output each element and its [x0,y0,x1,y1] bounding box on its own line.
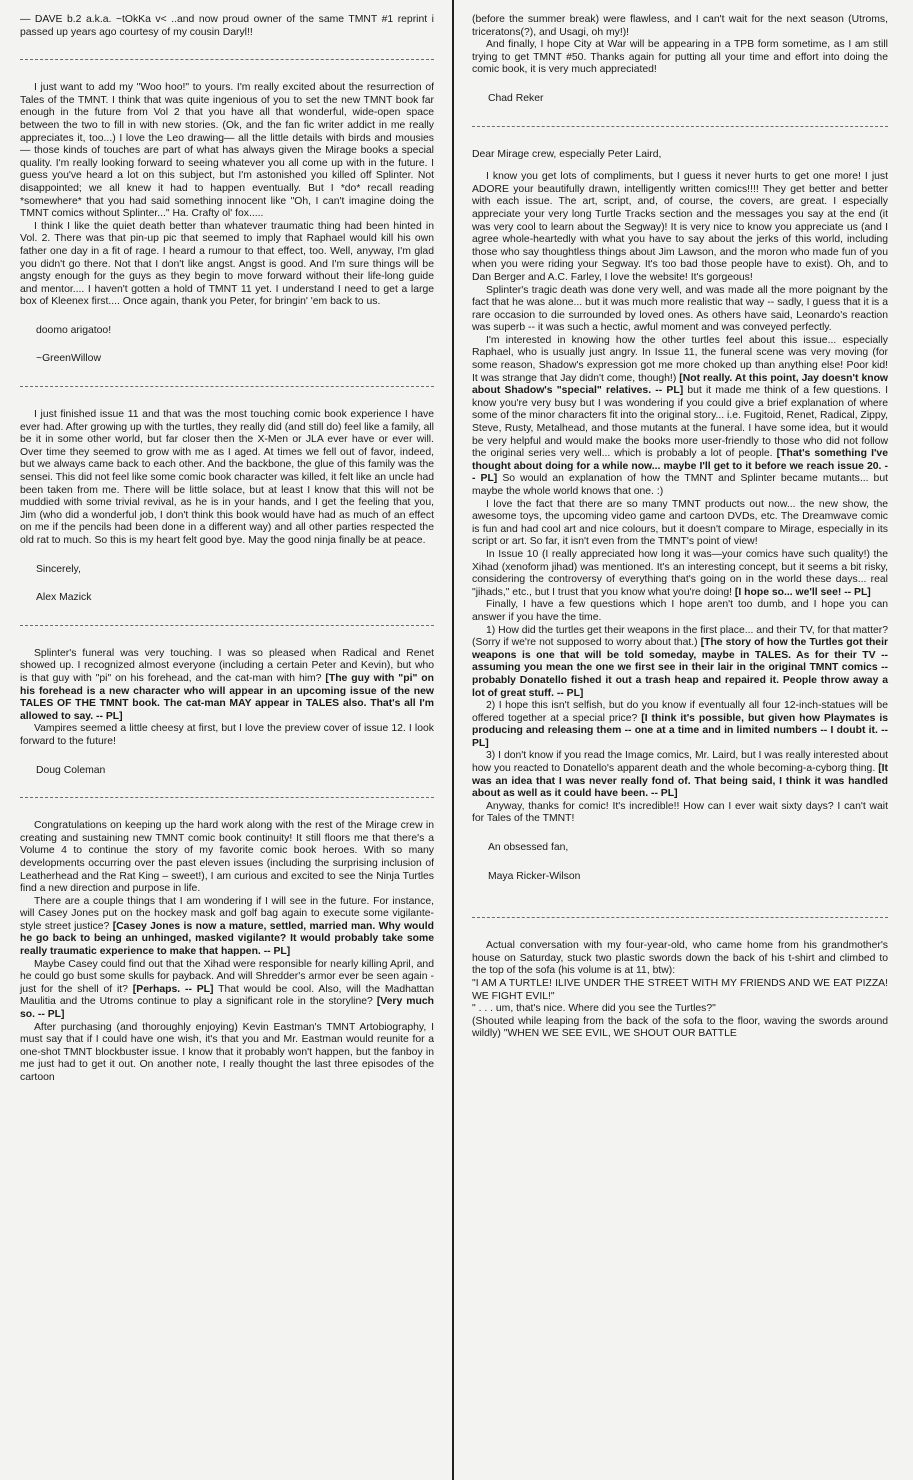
right-column [472,14,888,1041]
letter-signature: ~GreenWillow [36,353,101,365]
editor-reply: [Casey Jones is now a mature, settled, married man. Why would he go back to being an unhinged, masked vigilante? It would probably take some really traumatic experience to make that happen. -- PL] [20,920,434,958]
letter-quote: (Shouted while leaping from the back of the sofa to the floor, waving the swords around wildly) "WHEN WE SEE EVIL, WE SHOUT OUR BATTLE [472,1015,888,1040]
letter-question [472,750,888,800]
editor-reply: [I hope so... we'll see! -- PL] [734,586,871,598]
letter-paragraph: Vampires seemed a little cheesy at first, but I love the preview cover of issue 12. I look forward to the future! [20,723,434,747]
letter-paragraph: I know you get lots of compliments, but I guess it never hurts to get one more! I just ADORE your beautifully drawn, intelligently written comics!!!! They get better and better with each issue. The art, script, and, of course, the covers, are great. I especially appreciate your very long Turtle Tracks section and the messages you say at the end (it was very cool to learn about the Segway)! It is very nice to know you appreciate us (and I agree whole-heartedly with what you have to say about the jerks of this world, including those who say thoughtless things about Jim Lawson, and the moron who made fun of you when you were riding your Segway. It's too bad those people have to exist). Oh, and to Dan Berger and A.C. Farley, I love the website! It's gorgeous! [472,171,888,283]
letter-closing: doomo arigatoo! [36,324,112,336]
editor-reply: [It was an idea that I was never really fond of. That being said, I think it was handled about as well as it could have been. -- PL] [472,763,888,800]
letter-closing: An obsessed fan, [488,842,569,854]
letter-text: There are a couple things that I am wondering if I will see in the future. For instance, will Casey Jones put on the hockey mask and golf bag again to execute some vigilante-style street justice? [20,895,434,932]
letter-paragraph: After purchasing (and thoroughly enjoying) Kevin Eastman's TMNT Artobiography, I must say that if I could have one wish, it's that you and Mr. Eastman would reunite for a one-shot TMNT blockbuster issue. I know that it probably won't happen, but the fanboy in me just had to get it out. On another note, I really thought the last three episodes of the cartoon [20,1021,434,1083]
letter-paragraph [20,959,434,1022]
letter-separator [20,59,434,60]
letter-separator [20,386,434,387]
letter-text: In Issue 10 (I really appreciated how long it was—your comics have such quality!) the Xihad (xenoform jihad) was mentioned. It's an interesting concept, but it seems a bit risky, considering the controversy of everything that's going on in the world these days... real "jihads," etc., but I trust that you know what you're doing! [472,548,888,598]
letter-paragraph: Anyway, thanks for comic! It's incredible!! How can I ever wait sixty days? I can't wait for Tales of the TMNT! [472,800,888,825]
letter-salutation: Dear Mirage crew, especially Peter Laird, [472,148,662,160]
editor-reply: [Very much so. -- PL] [20,996,434,1021]
letter-signature: Chad Reker [488,92,544,104]
letter-text: 2) I hope this isn't selfish, but do you know if eventually all four 12-inch-statues will be offered together at a special price? [472,700,888,724]
letter-paragraph [472,549,888,599]
letter-paragraph [472,335,888,499]
letter-quote: "I AM A TURTLE! ILIVE UNDER THE STREET WITH MY FRIENDS AND WE EAT PIZZA! WE FIGHT EVIL!" [472,978,888,1002]
editor-reply: [The guy with "pi" on his forehead is a new character who will appear in an upcoming issue of the new TALES OF THE TMNT book. The cat-man MAY appear in TALES also. That's all I'm allowed to say. -- PL] [20,672,435,722]
editor-reply: [That's something I've thought about doing for a while now... maybe I'll get to it before we reach issue 20. -- PL] [472,448,888,485]
editor-reply: [I think it's possible, but given how Playmates is producing and releasing them -- one at a time and in limited numbers -- I doubt it. -- PL] [472,712,888,749]
editor-reply: [Not really. At this point, Jay doesn't know about Shadow's "special" relatives. -- PL] [472,372,888,397]
letter-coleman [20,648,434,749]
editor-reply: [The story of how the Turtles got their weapons is one that will be told someday, maybe in TALES. As for their TV -- assuming you mean the one we first see in their lair in the original TMNT comics -- probably Donatello fished it out a trash heap and repaired it. People throw away a lot of great stuff. -- PL] [472,637,888,699]
letter-paragraph: (before the summer break) were flawless, and I can't wait for the next season (Utroms, triceratons(?), and Usagi, oh my!)! [472,14,888,38]
letter-paragraph: I love the fact that there are so many TMNT products out now... the new show, the awesome toys, the upcoming video game and cartoon DVDs, etc. The Dreamwave comic is fun and had cool art and nice colours, but it doesn't compare to Mirage, especially in its script or art. So far, it isn't even from the TMNT's point of view! [472,498,888,548]
letter-signature: Alex Mazick [36,592,92,604]
letter-text: 3) I don't know if you read the Image comics, Mr. Laird, but I was really interested about how you reacted to Donatello's apparent death and the whole becoming-a-cyborg thing. [472,750,888,775]
letter-text: I'm interested in knowing how the other turtles feel about this issue... especially Raphael, who is usually just angry. In Issue 11, the funeral scene was very moving (for some reason, Shadow's expression got me more choked up than anything else! Poor kid! It was strange that Jay didn't come, though!) [472,334,888,384]
letter-separator [20,625,434,626]
letter-paragraph: Congratulations on keeping up the hard work along with the rest of the Mirage crew in creating and sustaining new TMNT comic book continuity! It still floors me that there's a Volume 4 to continue the story of my favorite comic book heroes. With so many developments occurring over the past eleven issues (including the surprising inclusion of Leatherhead and the Rat King – sweet!), I am curious and excited to see the Ninja Turtles find a new direction and purpose in life. [20,820,434,895]
letter-paragraph: Actual conversation with my four-year-old, who came home from his grandmother's house on Saturday, stuck two plastic swords down the back of his t-shirt and climbed to the top of the sofa (his volume is at 11, btw): [472,940,888,977]
letter-paragraph: Splinter's tragic death was done very well, and was made all the more poignant by the fact that he was alone... but it was much more realistic that way -- sadly, I guess that it is a rare occasion to die surrounded by loved ones. As others have said, Leonardo's reaction was superb -- it was such a hectic, awful moment and was conveyed perfectly. [472,284,888,334]
letter-mazick [20,409,434,548]
letter-conversation [472,940,888,1041]
letter-text: So would an explanation of how the TMNT and Splinter became mutants... but maybe the whole world knows that one. :) [472,473,889,497]
left-column [20,14,434,1085]
letter-separator [472,126,888,127]
letter-paragraph: I just finished issue 11 and that was the most touching comic book experience I have ever had. After growing up with the turtles, they really did (and still do) feel like a family, all be it in some other world, but far closer then the X-Men or JLA ever have or ever will. Over time they seemed to grow with me as I aged. At times we fell out of favor, indeed, but we always came back to each other. And the backbone, the glue of this family was the sensei. This did not feel like some comic book character was killed, it felt like an uncle had been taken from me. There will be little solace, but at least I know that this will not be muddied with some trivial revival, as he is in your hands, and I get the feeling that you, Jim (who did a wonderful job, I don't think this book would have had as much of an effect on me if the pencils had been done in a different way) and all other parties respected the old rat to much. So this is my heart felt good bye. May the good ninja finally be at peace. [20,409,434,546]
letter-paragraph: And finally, I hope City at War will be appearing in a TPB form sometime, as I am still trying to get TMNT #50. Thanks again for putting all your time and effort into doing the comic book, it is very much appreciated! [472,39,888,76]
letter-closing: Sincerely, [36,563,81,575]
letter-question [472,625,888,701]
letter-congrats [20,820,434,1084]
letter-reker [472,14,888,77]
letter-signature: Doug Coleman [36,764,106,776]
letter-dave [20,14,434,39]
editor-reply: [Perhaps. -- PL] [132,983,214,995]
letter-paragraph: I think I like the quiet death better than whatever traumatic thing had been hinted in Vol. 2. There was that pin-up pic that seemed to imply that Raphael would kill his own father one day in a fit of rage. I heard a rumour to that effect, too. Well, anyway, I'm glad you didn't go there. Not that I don't like angst. Angst is good. And I'm sure things will be angsty enough for the guys as they begin to move forward without their life-long guide and mentor.... I haven't gotten a hold of TMNT 11 yet. I understand I need to get a large box of Kleenex first.... Once again, thank you Peter, for bringin' 'em back to us. [20,220,434,308]
letter-maya [472,149,888,826]
letter-separator [20,797,434,798]
letter-quote: " . . . um, that's nice. Where did you see the Turtles?" [472,1003,716,1015]
column-divider [452,0,454,1480]
letter-text: but it made me think of a few questions. I know you're very busy but I was wondering if you could give a brief explanation of where some of the minor characters fit into the original story... i.e. Fugitoid, Renet, Radical, Zippy, Steve, Rusty, Metalhead, and those mutants at the funeral. I have some idea, but it would be very helpful and would make the books more user-friendly to those who did not follow the original series very well... which is probably a lot of people. [472,385,888,460]
letter-paragraph: I just want to add my "Woo hoo!" to yours. I'm really excited about the resurrection of Tales of the TMNT. I think that was quite ingenious of you to set the new TMNT book far enough in the future from Vol 2 that you have all that wonderful, wide-open space between the two to fill in with new stories. (Ok, and the fan fic writer addict in me really appreciates it, too...) I love the Leo drawing— all the little details with birds and mousies — those kinds of touches are part of what has always given the Mirage books a special quality. I'm really looking forward to seeing whatever you all come up with in the future. I guess you've heard a lot on this subject, but I'm astonished you killed off Splinter. Not disappointed; we all knew it had to happen eventually. But I *do* recall reading *somewhere* that you had said something innocent like "Oh, I can't imagine doing the TMNT comics without Splinter..." Ha. Crafty ol' fox..... [20,82,434,220]
letter-text: Splinter's funeral was very touching. I was so pleased when Radical and Renet showed up. I recognized almost everyone (including a certain Peter and Kevin), but who is that guy with "pi" on his forehead, and the cat-man with him? [20,647,434,684]
letter-paragraph [20,896,434,959]
letter-paragraph: Finally, I have a few questions which I hope aren't too dumb, and I hope you can answer if you have the time. [472,599,888,623]
letter-paragraph [20,648,434,724]
letter-separator [472,917,888,918]
letter-dave-text: — DAVE b.2 a.k.a. ~tOkKa v< ..and now proud owner of the same TMNT #1 reprint i passed up years ago courtesy of my cousin Daryl!! [20,14,434,38]
letter-text: 1) How did the turtles get their weapons in the first place... and their TV, for that matter? (Sorry if we're not supposed to worry about that.) [472,624,888,649]
letter-text: That would be cool. Also, will the Madhattan Maulitia and the Utroms continue to play a significant role in the storyline? [20,983,434,1008]
letter-text: Maybe Casey could find out that the Xihad were responsible for nearly killing April, and he could go bust some skulls for payback. And will Shredder's armor ever be seen again - just for the shell of it? [20,958,434,995]
letter-signature: Maya Ricker-Wilson [488,870,581,882]
letter-question [472,700,888,750]
letter-greenwillow [20,82,434,309]
